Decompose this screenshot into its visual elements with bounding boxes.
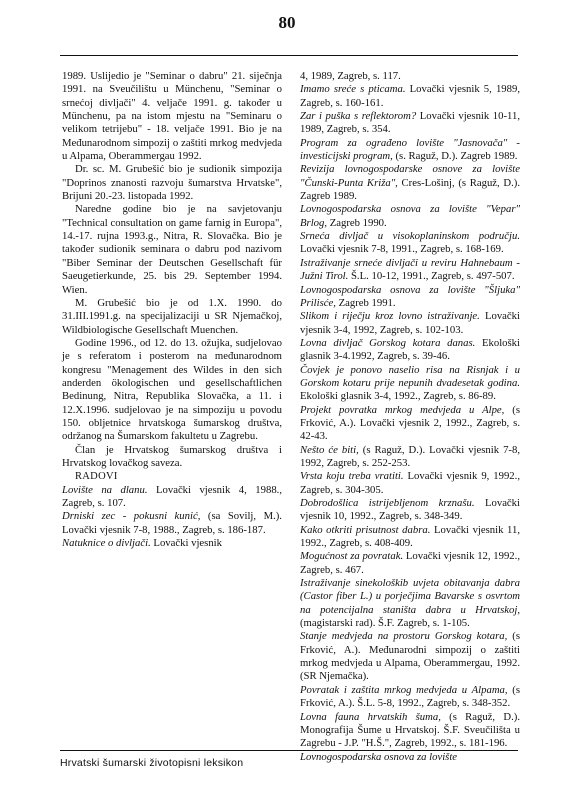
reference-entry: [300, 404, 520, 444]
paragraph: Dr. sc. M. Grubešić bio je sudionik simpozija "Doprinos znanosti razvoju šumarstva Hrvatske", Brijuni 20.-23. listopada 1992.: [62, 163, 282, 203]
reference-entry: [300, 751, 520, 764]
reference-details: (s Raguž, D.). Monografija Šume u Hrvatskoj. Š.F. Sveučilišta u Zagrebu - J.P. "H.Š.", Zagreb, 1992., s. 181-196.: [300, 710, 520, 750]
reference-entry: [300, 284, 520, 311]
left-column: [62, 70, 282, 550]
reference-entry: [62, 484, 282, 511]
reference-entry: [62, 510, 282, 537]
reference-entry: [300, 630, 520, 683]
reference-entry: [300, 163, 520, 203]
reference-entry: [300, 230, 520, 257]
reference-title: Slikom i riječju kroz lovno istraživanje.: [300, 310, 480, 323]
reference-entry: [300, 310, 520, 337]
reference-entry: [300, 497, 520, 524]
reference-details: (s Frković, A.). Š.L. 5-8, 1992., Zagreb, s. 348-352.: [300, 683, 520, 710]
reference-details: Lovački vjesnik 9, 1992., Zagreb, s. 304-305.: [300, 470, 520, 496]
reference-title: Mogućnost za povratak.: [300, 550, 404, 563]
paragraph: M. Grubešić bio je od 1.X. 1990. do 31.III.1991.g. na specijalizaciji u SR Njemačkoj, Wildbiologische Gesellschaft Muenchen.: [62, 296, 282, 336]
reference-title: Istraživanje srneće divljači u reviru Hahnebaum - Južni Tirol.: [300, 256, 520, 283]
running-footer: Hrvatski šumarski životopisni leksikon: [60, 757, 244, 769]
reference-details: (magistarski rad). Š.F. Zagreb, s. 1-105.: [300, 617, 470, 630]
reference-details: Lovački vjesnik 12, 1992., Zagreb, s. 467.: [300, 550, 520, 576]
reference-entry: [300, 137, 520, 164]
reference-entry: [300, 684, 520, 711]
reference-entry: [300, 203, 520, 230]
reference-title: Lovište na dlanu.: [62, 483, 148, 496]
section-heading-radovi: RADOVI: [75, 471, 118, 483]
reference-title: Vrsta koju treba vratiti.: [300, 470, 404, 483]
reference-title: Stanje medvjeda na prostoru Gorskog kotara,: [300, 630, 508, 643]
reference-entry: [300, 550, 520, 577]
reference-title: Kako otkriti prisutnost dabra.: [300, 523, 431, 536]
paragraph: Naredne godine bio je na savjetovanju "Technical consultation on game farnig in Europa", 14.-17. rujna 1993.g., Nitra, R. Slovačka. Bio je također sudionik seminara o dabru pod nazivom "Biber Seminar der Deutschen Gesellschaft für Saeugetierkunde, 25. bis 29. September 1994. Wien.: [62, 203, 282, 296]
reference-details: Lovački vjesnik 5, 1989, Zagreb, s. 160-161.: [300, 83, 520, 109]
reference-title: Program za ograđeno lovište "Jasnovača" - investicijski program,: [300, 136, 520, 163]
reference-details: (s Raguž, D.). Lovački vjesnik 7-8, 1992, Zagreb, s. 252-253.: [300, 443, 521, 469]
reference-title: Lovnogospodarska osnova za lovište: [300, 750, 458, 763]
reference-details: (s Frković, A.). Međunarodni simpozij o zaštiti mrkog medvjeda u Alpama, Oberammergau, 1992. (SR Njemačka).: [300, 630, 521, 683]
reference-title: Srneća divljač u visokoplaninskom području.: [300, 230, 520, 243]
paragraph: 1989. Uslijedio je "Seminar o dabru" 21. siječnja 1991. na Sveučilištu u Münchenu, "Seminar o srnećoj divljači" 4. veljače 1991. g. također u Münchenu, pa na istom mjestu na "Seminaru o velikom tetrijebu" - 18. veljače 1991. Bio je na Međunarodnom simpozij o zaštiti mrkog medvjeda u Alpama, Oberammergau 1992.: [62, 70, 282, 163]
reference-entry: [300, 444, 520, 471]
reference-entry: [300, 257, 520, 284]
reference-details: Ekološki glasnik 3-4.1992, Zagreb, s. 39-46.: [300, 336, 520, 363]
reference-title: Lovnogospodarska osnova za lovište "Vepar" Brlog,: [300, 203, 520, 229]
reference-title: Lovna fauna hrvatskih šuma,: [300, 710, 441, 723]
reference-title: Lovnogospodarska osnova za lovište "Šljuka" Prilisće,: [300, 283, 520, 309]
paragraph: Godine 1996., od 12. do 13. ožujka, sudjelovao je s referatom i posterom na međunarodnom kongresu "Menagement des Wildes in den sich anderden ökologischen und gesellschaftlichen Bedinung, Nitra, Republika Slovačka, a 11. i 12.X.1996. sudjelovao je na simpoziju u povodu 150. obljetnice hrvatskoga šumarskog društva, održanog na Šumarskom fakultetu u Zagrebu.: [62, 336, 282, 443]
reference-entry: [300, 524, 520, 551]
reference-details: (sa Sovilj, M.). Lovački vjesnik 7-8, 1988., Zagreb, s. 186-187.: [62, 510, 282, 536]
right-column: [300, 70, 520, 764]
reference-title: Povratak i zaštita mrkog medvjeda u Alpama,: [300, 683, 508, 696]
reference-details: Lovački vjesnik 11, 1992., Zagreb, s. 408-409.: [300, 523, 520, 550]
reference-entry: [300, 337, 520, 364]
reference-title: Projekt povratka mrkog medvjeda u Alpe,: [300, 403, 505, 416]
reference-details: Lovački vjesnik 3-4, 1992, Zagreb, s. 102-103.: [300, 310, 520, 336]
reference-title: Natuknice o divljači.: [62, 537, 151, 550]
reference-entry: [300, 70, 520, 83]
reference-title: Zar i puška s reflektorom?: [300, 110, 417, 123]
reference-entry: [300, 577, 520, 630]
reference-title: Istraživanje sinekološkib uvjeta obitavanja dabra (Castor fiber L.) u porječjima Bavarske s osvrtom na potencijalna staništa dabra u Hrvatskoj,: [300, 577, 520, 616]
reference-title: Čovjek je ponovo naselio risa na Risnjak i u Gorskom kotaru prije nepunih dvadesetak godina.: [300, 363, 520, 389]
reference-details: (s. Raguž, D.). Zagreb 1989.: [392, 150, 518, 163]
reference-details: Ekološki glasnik 3-4, 1992., Zagreb, s. 86-89.: [300, 390, 496, 403]
reference-details: Lovački vjesnik 4, 1988., Zagreb, s. 107.: [62, 483, 283, 509]
reference-details: Zagreb 1990.: [327, 216, 387, 229]
reference-entry: [300, 364, 520, 404]
reference-title: Imamo sreće s pticama.: [300, 83, 406, 96]
reference-details: Lovački vjesnik 7-8, 1991., Zagreb, s. 168-169.: [300, 243, 504, 256]
reference-details: Š.L. 10-12, 1991., Zagreb, s. 497-507.: [348, 270, 515, 283]
reference-details: Cres-Lošinj, (s Raguž, D.). Zagreb 1989.: [300, 176, 520, 203]
reference-entry: [62, 537, 282, 550]
reference-details: Lovački vjesnik: [150, 537, 222, 550]
paragraph: Član je Hrvatskog šumarskog društva i Hrvatskog lovačkog saveza.: [62, 443, 282, 469]
reference-title: Nešto će biti,: [300, 443, 359, 456]
reference-details: 4, 1989, Zagreb, s. 117.: [300, 70, 401, 82]
reference-entry: [300, 711, 520, 751]
reference-title: Dobrodošlica istrijebljenom krznašu.: [300, 497, 475, 509]
reference-title: Revizija lovnogospodarske osnove za lovište "Čunski-Punta Križa",: [300, 163, 520, 189]
reference-details: Lovački vjesnik 10, 1992., Zagreb, s. 348-349.: [300, 497, 520, 523]
reference-details: Zagreb 1991.: [335, 296, 396, 309]
header-rule: [60, 55, 518, 56]
reference-entry: [300, 110, 520, 137]
reference-details: (s Frković, A.). Lovački vjesnik 2, 1992., Zagreb, s. 42-43.: [300, 403, 521, 443]
reference-entry: [300, 83, 520, 110]
reference-entry: [300, 470, 520, 497]
reference-title: Lovna divljač Gorskog kotara danas.: [300, 336, 476, 349]
reference-details: Lovački vjesnik 10-11, 1989, Zagreb, s. 354.: [300, 110, 521, 136]
page-number: 80: [278, 13, 296, 32]
footer-rule: [60, 750, 518, 751]
reference-title: Drniski zec - pokusni kunić,: [62, 510, 201, 523]
